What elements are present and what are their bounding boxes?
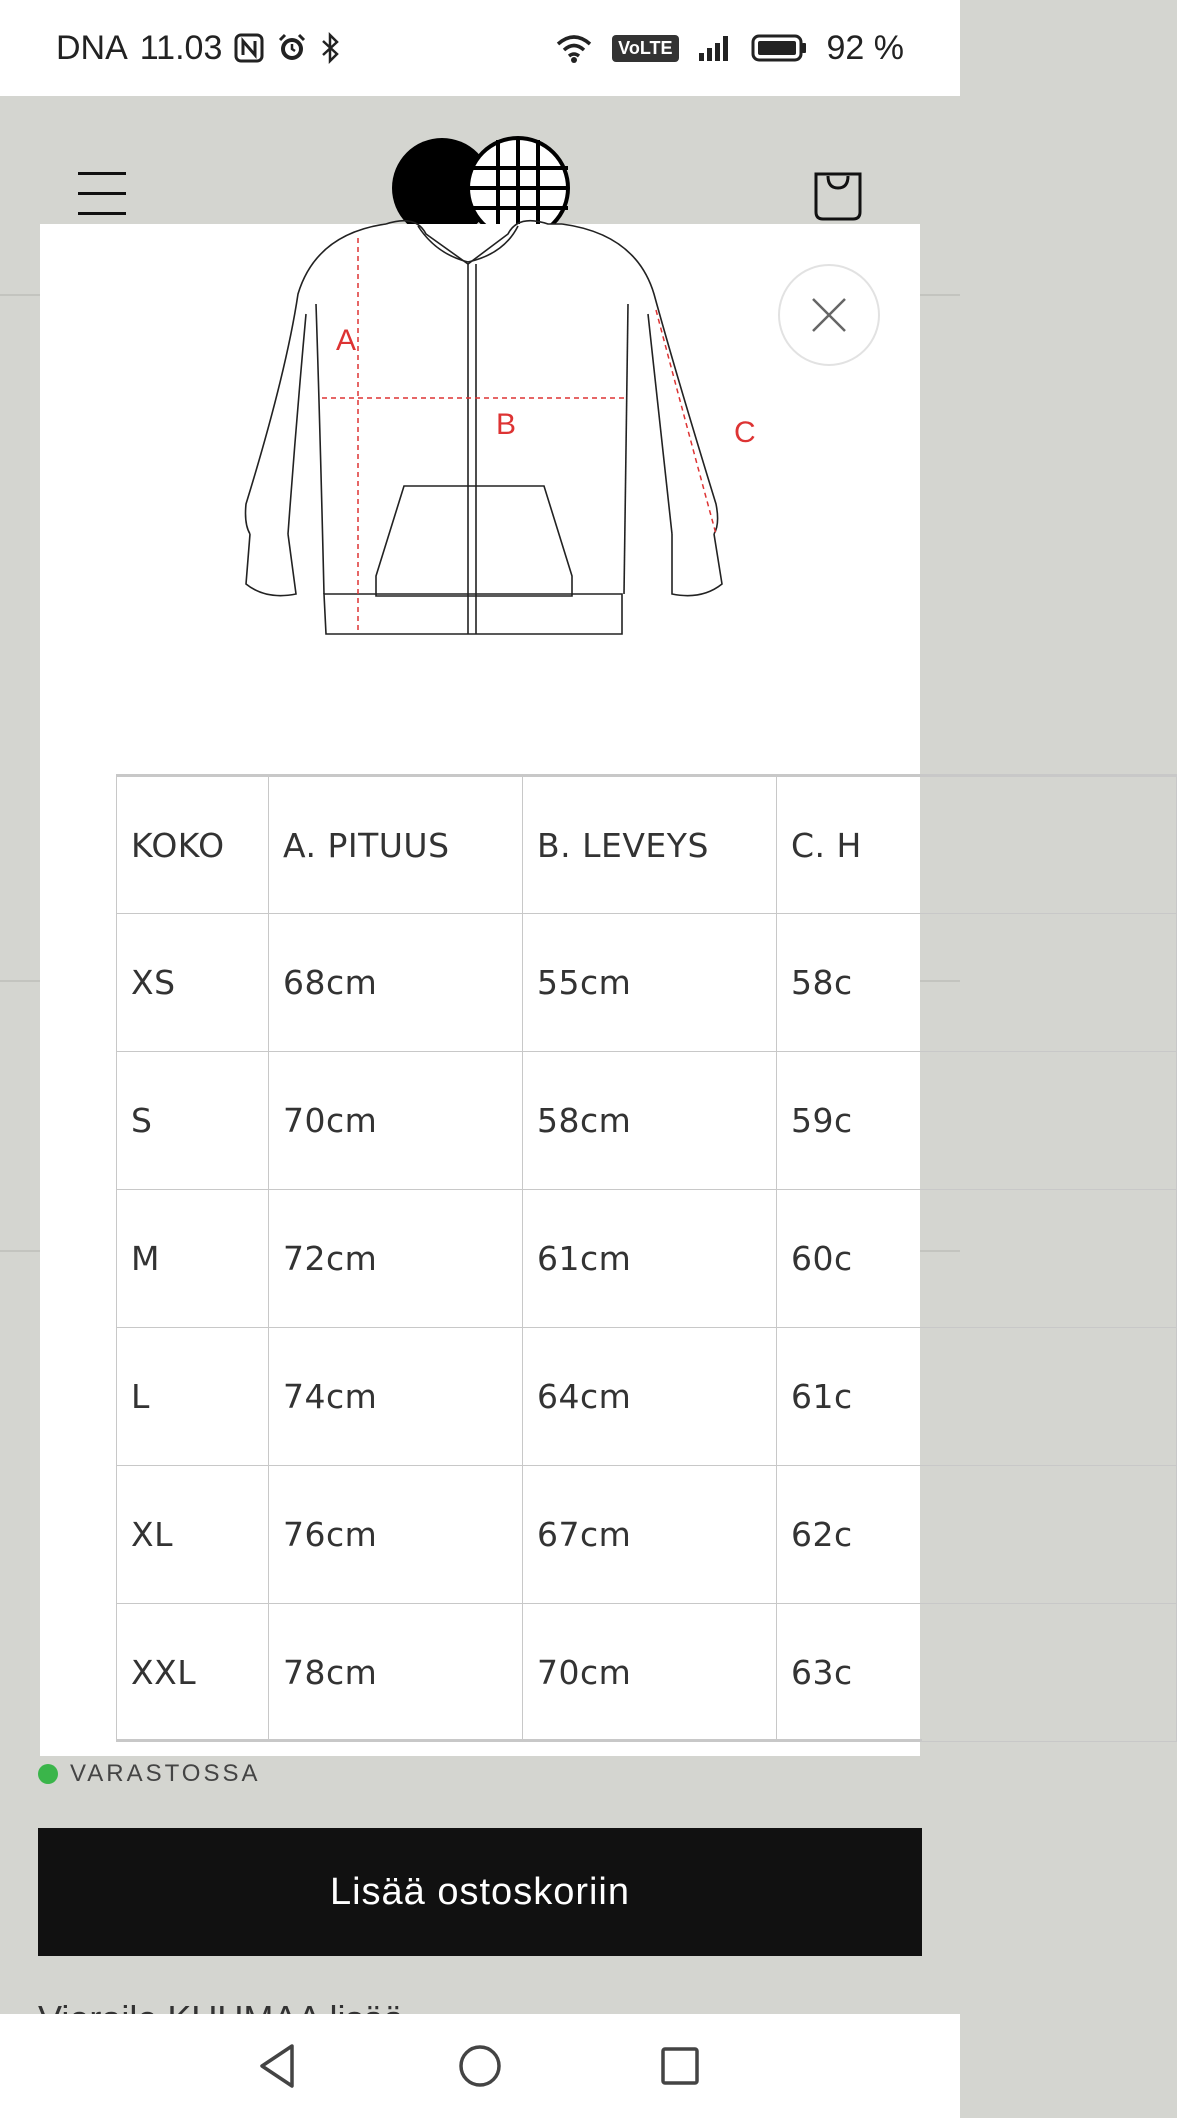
wifi-icon [554, 32, 594, 64]
background-divider [0, 980, 40, 982]
close-button[interactable] [778, 264, 880, 366]
status-right [554, 29, 904, 68]
table-header-cell: C. H [777, 776, 1177, 914]
table-cell: S [117, 1052, 269, 1190]
background-divider [920, 294, 960, 296]
table-cell: 64cm [523, 1328, 777, 1466]
table-cell: 58c [777, 914, 1177, 1052]
table-header-row [117, 776, 1177, 914]
table-cell: 70cm [523, 1604, 777, 1742]
table-cell: 70cm [269, 1052, 523, 1190]
table-header-cell: A. PITUUS [269, 776, 523, 914]
stock-status-label: VARASTOSSA [70, 1760, 261, 1787]
table-row [117, 914, 1177, 1052]
size-guide-modal [40, 224, 920, 1756]
signal-icon [697, 33, 733, 63]
table-cell: 78cm [269, 1604, 523, 1742]
table-header-cell: KOKO [117, 776, 269, 914]
table-cell: 68cm [269, 914, 523, 1052]
table-row [117, 1328, 1177, 1466]
stock-status [38, 1760, 261, 1788]
table-row [117, 1466, 1177, 1604]
hoodie-measurement-diagram [236, 224, 776, 694]
table-cell: 59c [777, 1052, 1177, 1190]
close-icon [809, 295, 849, 335]
table-cell: XL [117, 1466, 269, 1604]
table-cell: 63c [777, 1604, 1177, 1742]
table-cell: L [117, 1328, 269, 1466]
home-icon[interactable] [450, 2036, 510, 2096]
table-cell: M [117, 1190, 269, 1328]
status-bar [0, 0, 960, 96]
table-row [117, 1052, 1177, 1190]
table-cell: XXL [117, 1604, 269, 1742]
table-cell: 60c [777, 1190, 1177, 1328]
table-cell: 74cm [269, 1328, 523, 1466]
table-cell: 67cm [523, 1466, 777, 1604]
alarm-icon [276, 32, 308, 64]
table-cell: 72cm [269, 1190, 523, 1328]
battery-percent: 92 % [826, 28, 904, 67]
diagram-label-a: A [336, 324, 357, 357]
clock: 11.03 [139, 28, 223, 67]
table-cell: XS [117, 914, 269, 1052]
status-left [56, 29, 342, 68]
table-cell: 61c [777, 1328, 1177, 1466]
navigation-bar [0, 2014, 960, 2118]
table-row [117, 1604, 1177, 1742]
table-cell: 55cm [523, 914, 777, 1052]
table-cell: 76cm [269, 1466, 523, 1604]
carrier-label: DNA [56, 28, 128, 67]
diagram-label-c: C [734, 416, 756, 449]
table-cell: 62c [777, 1466, 1177, 1604]
size-table-scroll[interactable] [116, 774, 922, 1742]
volte-badge: VoLTE [612, 35, 678, 62]
bluetooth-icon [320, 32, 342, 64]
hamburger-menu-icon[interactable] [78, 172, 126, 216]
background-divider [0, 1250, 40, 1252]
battery-icon [751, 32, 809, 64]
table-scrollbar[interactable] [116, 1739, 922, 1742]
nfc-icon [234, 33, 264, 63]
shopping-bag-icon[interactable] [812, 168, 864, 222]
table-row [117, 1190, 1177, 1328]
diagram-label-b: B [496, 408, 517, 441]
size-table [116, 774, 1177, 1742]
add-to-cart-button[interactable]: Lisää ostoskoriin [38, 1828, 922, 1956]
background-divider [0, 294, 40, 296]
back-icon[interactable] [248, 2036, 308, 2096]
table-header-cell: B. LEVEYS [523, 776, 777, 914]
table-cell: 61cm [523, 1190, 777, 1328]
in-stock-dot-icon [38, 1764, 58, 1784]
recents-icon[interactable] [650, 2036, 710, 2096]
table-cell: 58cm [523, 1052, 777, 1190]
